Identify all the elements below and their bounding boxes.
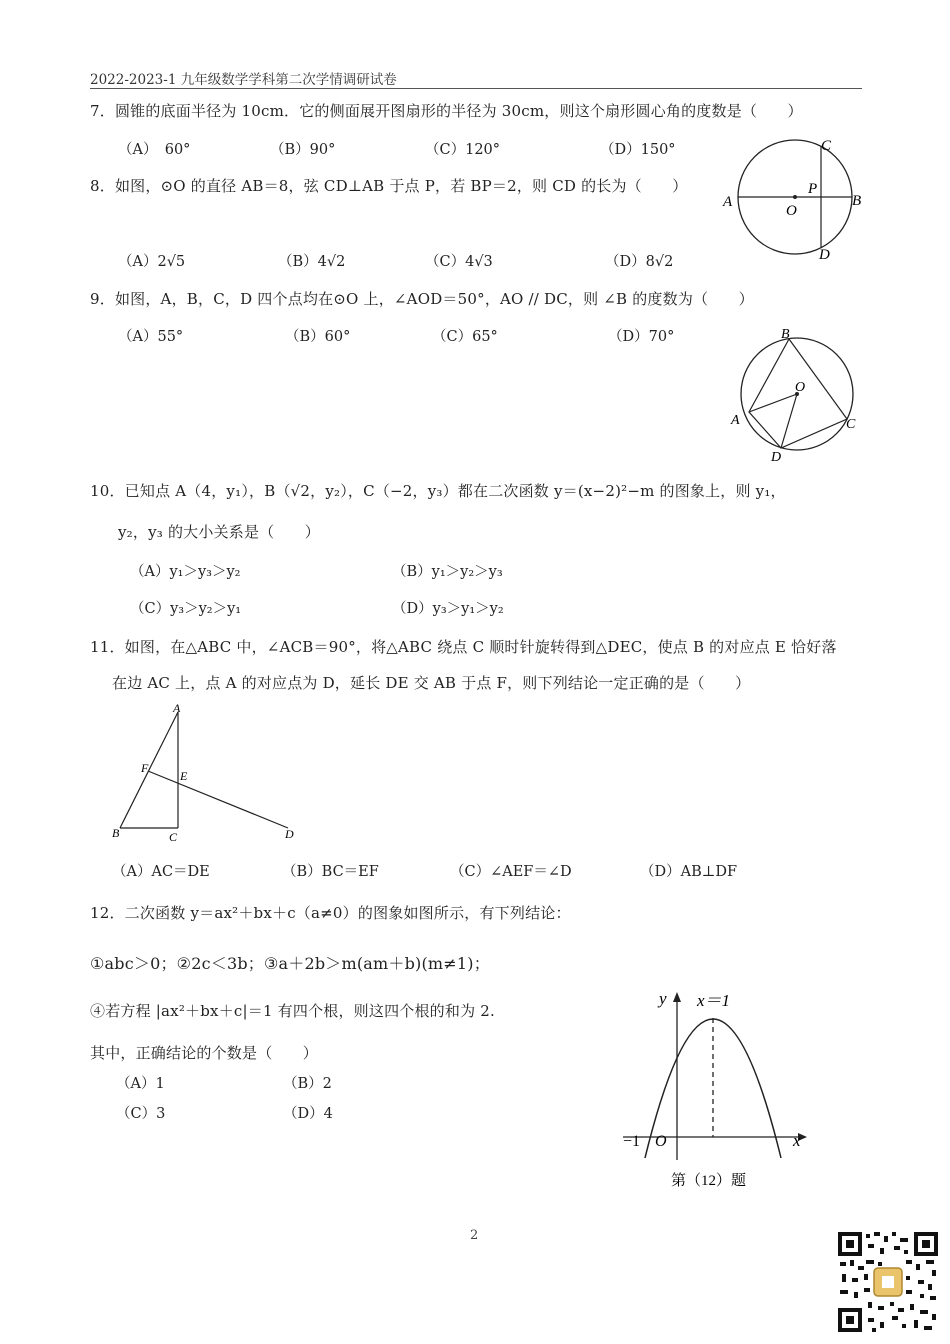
question-11-line1: 11．如图，在△ABC 中，∠ACB＝90°，将△ABC 绕点 C 顺时针旋转得到△DEC，使点 B 的对应点 E 恰好落 (90, 638, 837, 656)
q11-label-a: A (173, 701, 181, 715)
question-12-line2: ①abc＞0；②2c＜3b；③a＋2b＞m(am＋b)(m≠1)； (90, 954, 490, 973)
q8-label-a: A (723, 194, 733, 210)
q11-option-b: （B）BC＝EF (282, 864, 379, 880)
question-12-line4: 其中，正确结论的个数是（ ） (90, 1044, 319, 1062)
q9-label-c: C (846, 417, 856, 432)
q12-label-x: x (793, 1131, 801, 1150)
q11-segment-fd (148, 771, 288, 828)
q11-label-f: F (141, 761, 149, 775)
q9-option-b: （B）60° (285, 329, 351, 345)
question-11-line2: 在边 AC 上，点 A 的对应点为 D，延长 DE 交 AB 于点 F，则下列结论一定正确的是（ ） (112, 674, 751, 692)
q11-label-d: D (285, 827, 294, 841)
q11-label-e: E (180, 769, 188, 783)
question-12-line1: 12．二次函数 y＝ax²＋bx＋c（a≠0）的图象如图所示，有下列结论： (90, 904, 571, 922)
q11-option-c: （C）∠AEF＝∠D (450, 864, 572, 880)
q8-label-b: B (852, 193, 862, 209)
q10-option-b: （B）y₁＞y₂＞y₃ (392, 564, 503, 580)
q8-option-d: （D）8√2 (605, 254, 674, 270)
q12-option-a: （A）1 (116, 1076, 165, 1092)
q12-y-axis-arrow (673, 992, 681, 1002)
question-8-text: 8．如图，⊙O 的直径 AB＝8，弦 CD⊥AB 于点 P，若 BP＝2，则 CD 的长为（ ） (90, 177, 688, 195)
q10-option-a: （A）y₁＞y₃＞y₂ (130, 564, 241, 580)
q8-center-dot (793, 195, 797, 199)
q12-caption: 第（12）题 (671, 1173, 747, 1189)
page-number: 2 (470, 1228, 479, 1243)
page-header: 2022-2023-1 九年级数学学科第二次学情调研试卷 (90, 72, 397, 88)
q11-option-d: （D）AB⊥DF (640, 864, 738, 880)
q7-option-c: （C）120° (425, 142, 501, 158)
q9-label-o: O (795, 380, 806, 395)
q9-option-d: （D）70° (608, 329, 675, 345)
q12-option-c: （C）3 (116, 1106, 166, 1122)
q12-label-axis: x＝1 (697, 991, 731, 1010)
question-12-line3: ④若方程 |ax²＋bx＋c|＝1 有四个根，则这四个根的和为 2. (90, 1002, 495, 1020)
q10-option-d: （D）y₃＞y₁＞y₂ (392, 601, 504, 617)
q11-segment-ab (120, 712, 178, 828)
q11-label-b: B (112, 826, 120, 840)
q8-label-d: D (819, 247, 830, 263)
q8-option-b: （B）4√2 (278, 254, 346, 270)
q8-label-c: C (821, 138, 832, 154)
q11-triangle-figure (108, 700, 308, 845)
q7-option-d: （D）150° (600, 142, 676, 158)
q10-option-c: （C）y₃＞y₂＞y₁ (130, 601, 242, 617)
qr-code-image (836, 1230, 940, 1334)
question-10-line1: 10．已知点 A（4，y₁），B（√2，y₂），C（−2，y₃）都在二次函数 y＝(x−2)²−m 的图象上，则 y₁， (90, 482, 786, 500)
q8-label-p: P (808, 181, 818, 197)
header-rule (90, 88, 862, 89)
q7-option-a: （A） 60° (118, 142, 191, 158)
q12-label-neg1: −1 (623, 1133, 641, 1150)
q8-option-a: （A）2√5 (118, 254, 186, 270)
q12-option-b: （B）2 (283, 1076, 332, 1092)
q12-label-y: y (659, 989, 667, 1008)
q8-option-c: （C）4√3 (425, 254, 493, 270)
q12-option-d: （D）4 (283, 1106, 333, 1122)
q9-label-b: B (781, 327, 790, 342)
q9-circle-figure (725, 325, 865, 465)
q7-option-b: （B）90° (270, 142, 336, 158)
q9-segment-od (781, 394, 797, 448)
question-7-text: 7．圆锥的底面半径为 10cm．它的侧面展开图扇形的半径为 30cm，则这个扇形圆心角的度数是（ ） (90, 102, 803, 120)
question-10-line2: y₂，y₃ 的大小关系是（ ） (118, 523, 320, 541)
q9-option-a: （A）55° (118, 329, 184, 345)
q8-circle-figure (715, 130, 875, 265)
q8-label-o: O (786, 203, 797, 219)
q11-option-a: （A）AC＝DE (112, 864, 210, 880)
q12-label-origin: O (655, 1133, 667, 1150)
q9-segment-ao (749, 394, 797, 412)
q9-label-d: D (771, 450, 782, 465)
q12-parabola-figure (615, 980, 815, 1195)
q11-label-c: C (169, 830, 178, 844)
question-9-text: 9．如图，A，B，C，D 四个点均在⊙O 上，∠AOD＝50°，AO // DC，则 ∠B 的度数为（ ） (90, 290, 754, 308)
q9-label-a: A (731, 413, 740, 428)
q9-option-c: （C）65° (432, 329, 498, 345)
